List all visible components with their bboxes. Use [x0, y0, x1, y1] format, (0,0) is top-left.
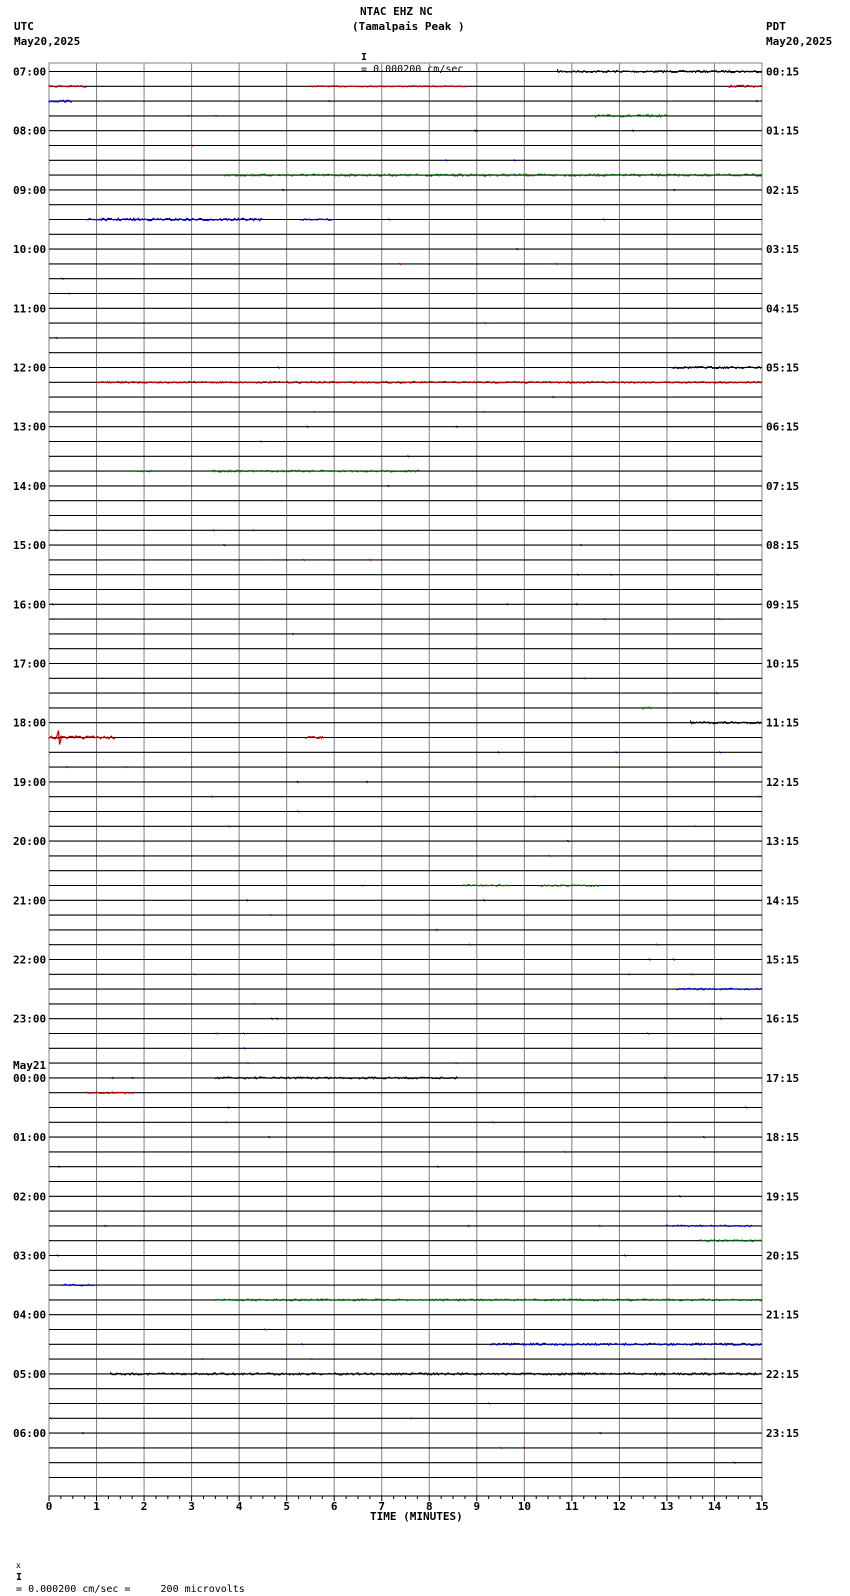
- trace-speck: [580, 544, 582, 546]
- trace-speck: [745, 1107, 747, 1109]
- trace-speck: [469, 944, 471, 946]
- trace-speck: [616, 751, 618, 753]
- trace-speck: [408, 455, 410, 457]
- trace-speck: [719, 751, 721, 753]
- trace-speck: [57, 1255, 59, 1257]
- trace-speck: [202, 1358, 204, 1360]
- pdt-hour-label: 02:15: [766, 183, 800, 197]
- pdt-hour-label: 00:15: [766, 65, 800, 79]
- pdt-hour-label: 06:15: [766, 420, 800, 434]
- utc-hour-label: 05:00: [13, 1367, 47, 1381]
- trace-speck: [56, 529, 58, 531]
- pdt-hour-label: 23:15: [766, 1427, 800, 1441]
- trace-speck: [389, 219, 391, 221]
- trace-speck: [629, 973, 631, 975]
- trace-speck: [468, 1225, 470, 1227]
- trace-signal: [225, 174, 761, 176]
- pdt-hour-label: 01:15: [766, 124, 800, 138]
- trace-speck: [679, 1195, 681, 1197]
- utc-hour-label: 10:00: [13, 243, 47, 257]
- utc-hour-label: 01:00: [13, 1131, 47, 1145]
- footer-scale-bar-icon: I: [16, 1572, 23, 1583]
- x-tick-label: 8: [425, 1500, 433, 1513]
- trace-speck: [517, 248, 519, 250]
- utc-hour-label: 15:00: [13, 539, 47, 553]
- trace-signal: [87, 1092, 134, 1094]
- trace-speck: [126, 766, 128, 768]
- utc-hour-label: 04:00: [13, 1308, 47, 1322]
- trace-speck: [292, 633, 294, 635]
- pdt-hour-label: 21:15: [766, 1308, 800, 1322]
- trace-speck: [50, 1417, 52, 1419]
- trace-speck: [567, 840, 569, 842]
- trace-speck: [691, 973, 693, 975]
- trace-speck: [600, 1432, 602, 1434]
- utc-hour-label: 00:00: [13, 1071, 47, 1085]
- trace-speck: [549, 855, 551, 857]
- trace-speck: [556, 263, 558, 265]
- trace-speck: [369, 559, 371, 561]
- x-tick-label: 1: [93, 1500, 100, 1513]
- x-tick-label: 2: [140, 1500, 148, 1513]
- trace-speck: [253, 529, 255, 531]
- trace-speck: [278, 367, 280, 369]
- utc-hour-label: 03:00: [13, 1249, 47, 1263]
- pdt-hour-label: 09:15: [766, 598, 800, 612]
- trace-speck: [216, 115, 218, 117]
- trace-signal: [49, 85, 86, 87]
- right-timezone: PDT: [766, 20, 786, 33]
- trace-speck: [264, 1329, 266, 1331]
- trace-speck: [758, 796, 760, 798]
- trace-speck: [66, 766, 68, 768]
- trace-speck: [105, 1225, 107, 1227]
- trace-speck: [695, 825, 697, 827]
- trace-speck: [576, 603, 578, 605]
- trace-speck: [720, 1018, 722, 1020]
- pdt-hour-label: 07:15: [766, 479, 800, 493]
- trace-signal: [596, 115, 667, 117]
- trace-speck: [243, 1033, 245, 1035]
- trace-speck: [734, 1462, 736, 1464]
- trace-speck: [584, 677, 586, 679]
- utc-hour-label: 13:00: [13, 420, 47, 434]
- trace-speck: [604, 618, 606, 620]
- pdt-hour-label: 17:15: [766, 1071, 800, 1085]
- trace-speck: [297, 811, 299, 813]
- scale-bar-icon: I: [361, 52, 368, 63]
- pdt-hour-label: 16:15: [766, 1012, 800, 1026]
- trace-signal: [215, 1299, 761, 1301]
- trace-speck: [244, 1047, 246, 1049]
- trace-speck: [388, 485, 390, 487]
- trace-speck: [437, 1166, 439, 1168]
- trace-speck: [271, 914, 273, 916]
- x-tick-label: 13: [660, 1500, 674, 1513]
- trace-signal: [211, 470, 420, 472]
- x-tick-label: 9: [473, 1500, 481, 1513]
- utc-hour-label: 19:00: [13, 775, 47, 789]
- x-tick-label: 14: [707, 1500, 722, 1513]
- trace-speck: [69, 293, 71, 295]
- trace-speck: [717, 574, 719, 576]
- trace-speck: [277, 1018, 279, 1020]
- trace-speck: [314, 411, 316, 413]
- trace-speck: [704, 1358, 706, 1360]
- trace-speck: [712, 1003, 714, 1005]
- trace-speck: [228, 825, 230, 827]
- x-tick-label: 15: [755, 1500, 769, 1513]
- trace-speck: [213, 529, 215, 531]
- scale-legend: [349, 40, 463, 76]
- trace-speck: [216, 1033, 218, 1035]
- utc-hour-label: 21:00: [13, 894, 47, 908]
- left-timezone: UTC: [14, 20, 34, 33]
- trace-speck: [224, 544, 226, 546]
- trace-speck: [361, 885, 363, 887]
- trace-speck: [260, 441, 262, 443]
- trace-speck: [366, 781, 368, 783]
- trace-speck: [307, 426, 309, 428]
- pdt-hour-label: 04:15: [766, 302, 800, 316]
- x-tick-label: 5: [283, 1500, 290, 1513]
- utc-hour-label: 14:00: [13, 479, 47, 493]
- trace-speck: [211, 796, 213, 798]
- x-tick-label: 0: [45, 1500, 53, 1513]
- trace-speck: [647, 1033, 649, 1035]
- trace-speck: [664, 1077, 666, 1079]
- x-tick-label: 4: [235, 1500, 243, 1513]
- trace-speck: [498, 751, 500, 753]
- trace-speck: [456, 426, 458, 428]
- trace-speck: [610, 574, 612, 576]
- footer-marker-icon: x: [16, 1561, 21, 1570]
- site-title: (Tamalpais Peak ): [352, 20, 465, 33]
- trace-speck: [484, 322, 486, 324]
- pdt-hour-label: 08:15: [766, 539, 800, 553]
- trace-speck: [303, 559, 305, 561]
- x-axis-label: TIME (MINUTES): [370, 1510, 463, 1523]
- plot-grid: [49, 63, 762, 1496]
- pdt-hour-label: 19:15: [766, 1190, 800, 1204]
- trace-speck: [703, 1136, 705, 1138]
- utc-hour-label: 20:00: [13, 835, 47, 849]
- trace-speck: [228, 1107, 230, 1109]
- scale-legend-text: = 0.000200 cm/sec: [361, 64, 464, 75]
- trace-speck: [484, 411, 486, 413]
- footer-scale-text: = 0.000200 cm/sec = 200 microvolts: [16, 1584, 245, 1595]
- utc-hour-label: 23:00: [13, 1012, 47, 1026]
- trace-speck: [534, 796, 536, 798]
- trace-speck: [194, 973, 196, 975]
- utc-hour-label: 11:00: [13, 302, 47, 316]
- plot-frame: [49, 63, 762, 1496]
- trace-speck: [507, 603, 509, 605]
- trace-speck: [716, 692, 718, 694]
- trace-speck: [500, 1447, 502, 1449]
- trace-speck: [62, 278, 64, 280]
- pdt-hour-label: 03:15: [766, 243, 800, 257]
- pdt-hour-label: 14:15: [766, 894, 800, 908]
- x-tick-label: 12: [612, 1500, 627, 1513]
- utc-hour-label: 18:00: [13, 716, 47, 730]
- trace-speck: [719, 618, 721, 620]
- trace-speck: [247, 1062, 249, 1064]
- trace-speck: [411, 1417, 413, 1419]
- utc-hour-label: 06:00: [13, 1427, 47, 1441]
- footer-scale-note: [4, 1548, 245, 1596]
- trace-speck: [553, 396, 555, 398]
- trace-speck: [327, 219, 329, 221]
- x-tick-label: 6: [330, 1500, 338, 1513]
- station-title: NTAC EHZ NC: [360, 5, 433, 18]
- trace-speck: [456, 1062, 458, 1064]
- pdt-hour-label: 15:15: [766, 953, 800, 967]
- utc-hour-label: 09:00: [13, 183, 47, 197]
- trace-speck: [246, 899, 248, 901]
- trace-speck: [603, 219, 605, 221]
- utc-time-labels: [13, 66, 46, 1441]
- trace-speck: [564, 1151, 566, 1153]
- x-tick-label: 3: [188, 1500, 195, 1513]
- trace-signal: [729, 85, 761, 87]
- trace-speck: [269, 1136, 271, 1138]
- trace-speck: [301, 1343, 303, 1345]
- trace-speck: [656, 944, 658, 946]
- left-date: May20,2025: [14, 35, 81, 48]
- trace-speck: [282, 189, 284, 191]
- trace-speck: [756, 100, 758, 102]
- utc-hour-label: 22:00: [13, 953, 47, 967]
- trace-speck: [436, 929, 438, 931]
- seismic-traces: [49, 71, 762, 1478]
- trace-speck: [332, 944, 334, 946]
- trace-speck: [297, 781, 299, 783]
- trace-speck: [53, 618, 55, 620]
- trace-speck: [632, 130, 634, 132]
- trace-speck: [58, 1166, 60, 1168]
- pdt-hour-label: 18:15: [766, 1131, 800, 1145]
- date-change-label: May21: [13, 1058, 47, 1072]
- pdt-hour-label: 20:15: [766, 1249, 800, 1263]
- utc-hour-label: 12:00: [13, 361, 47, 375]
- pdt-hour-label: 11:15: [766, 716, 800, 730]
- x-tick-label: 7: [378, 1500, 386, 1513]
- trace-speck: [52, 603, 54, 605]
- trace-speck: [254, 1003, 256, 1005]
- trace-speck: [674, 189, 676, 191]
- pdt-hour-label: 05:15: [766, 361, 800, 375]
- pdt-hour-label: 22:15: [766, 1367, 800, 1381]
- utc-hour-label: 17:00: [13, 657, 47, 671]
- utc-hour-label: 16:00: [13, 598, 47, 612]
- trace-speck: [599, 1225, 601, 1227]
- x-tick-label: 11: [565, 1500, 579, 1513]
- trace-speck: [112, 1077, 114, 1079]
- trace-speck: [399, 263, 401, 265]
- right-date: May20,2025: [766, 35, 833, 48]
- trace-speck: [56, 337, 58, 339]
- trace-speck: [483, 899, 485, 901]
- pdt-hour-label: 12:15: [766, 775, 800, 789]
- trace-speck: [577, 574, 579, 576]
- pdt-time-labels: [766, 66, 799, 1441]
- trace-speck: [311, 1358, 313, 1360]
- trace-speck: [132, 1077, 134, 1079]
- x-tick-label: 10: [517, 1500, 531, 1513]
- trace-signal: [215, 1077, 457, 1079]
- trace-speck: [624, 1255, 626, 1257]
- trace-speck: [673, 959, 675, 961]
- trace-speck: [329, 100, 331, 102]
- utc-hour-label: 08:00: [13, 124, 47, 138]
- utc-hour-label: 02:00: [13, 1190, 47, 1204]
- trace-signal: [87, 218, 262, 220]
- trace-speck: [492, 1121, 494, 1123]
- trace-speck: [514, 159, 516, 161]
- trace-speck: [225, 1121, 227, 1123]
- trace-speck: [488, 1403, 490, 1405]
- trace-speck: [82, 1432, 84, 1434]
- trace-speck: [271, 1018, 273, 1020]
- pdt-hour-label: 10:15: [766, 657, 800, 671]
- trace-speck: [649, 959, 651, 961]
- utc-hour-label: 07:00: [13, 65, 47, 79]
- trace-speck: [446, 159, 448, 161]
- trace-speck: [188, 115, 190, 117]
- pdt-hour-label: 13:15: [766, 835, 800, 849]
